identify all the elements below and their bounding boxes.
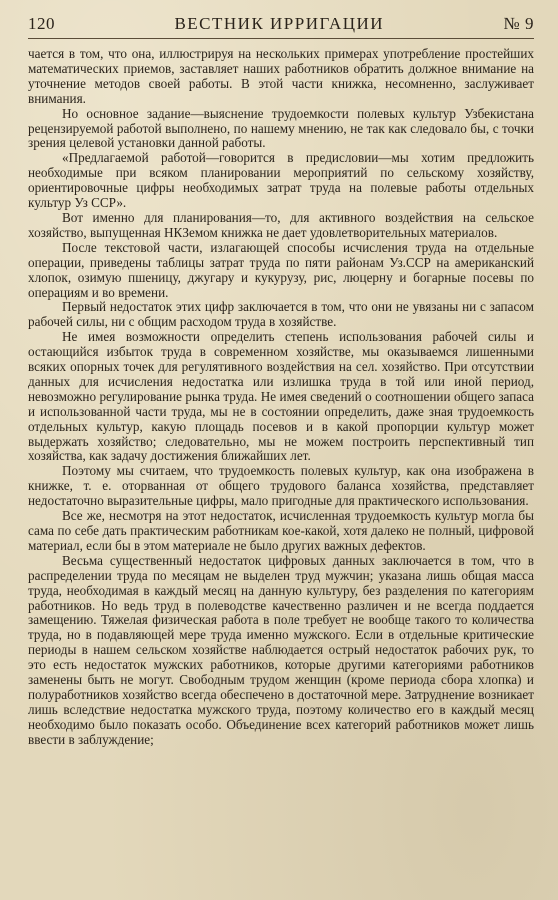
issue-number: № 9 — [503, 14, 534, 33]
paragraph: чается в том, что она, иллюстрируя на нескольких примерах употребление простейших математических приемов, заставляет наших работников обратить должное внимание на уточнение методов своей работы. В этой части книжка, несомненно, заслуживает внимания. — [28, 46, 534, 106]
paragraph: Поэтому мы считаем, что трудоемкость полевых культур, как она изображена в книжке, т. е. оторванная от общего трудового баланса хозяйства, представляет недостаточно выразительные цифры, мало пригодные для практического использования. — [28, 463, 534, 509]
paragraph: Все же, несмотря на этот недостаток, исчисленная трудоемкость культур могла бы сама по себе дать практическим работникам кое-какой, хотя далеко не полный, цифровой материал, если бы в этом материале не было других важных дефектов. — [28, 508, 534, 553]
article-body — [28, 47, 534, 748]
paragraph: После текстовой части, излагающей способы исчисления труда на отдельные операции, приведены таблицы затрат труда по пяти районам Уз.ССР на американский хлопок, озимую пшеницу, джугару и кукурузу, рис, люцерну и богарные посевы по операциям и во времени. — [28, 239, 534, 300]
paragraph: Весьма существенный недостаток цифровых данных заключается в том, что в распределении труда по месяцам не выделен труд мужчин; указана лишь общая масса труда, необходимая в каждый месяц на данную культуру, без разделения по категориям работников. Но ведь труд в полеводстве качественно различен и не всегда поддается замещению. Тяжелая физическая работа в поле требует не вообще такого то количества труда, но в подавляющей мере труда именно мужского. Если в отдельные критические периоды в нашем сельском хозяйстве наблюдается острый недостаток рабочих рук, то это есть недостаток мужских работников, которые другими категориями работников заменены быть не могут. Свободным трудом женщин (кроме периода сбора хлопка) и полуработников хозяйство всегда обеспечено в достаточной мере. Затруднение возникает лишь вследствие недостатка мужского труда, поэтому количество его в каждый месяц необходимо было показать особо. Объединение всех категорий работников может лишь ввести в заблуждение; — [28, 552, 534, 747]
paragraph: «Предлагаемой работой—говорится в предисловии—мы хотим предложить необходимые при всяком планировании мероприятий по сельскому хозяйству, ориентировочные цифры необходимых затрат труда на полевые работы отдельных культур Уз ССР». — [28, 150, 534, 211]
running-header — [28, 14, 534, 39]
paragraph: Первый недостаток этих цифр заключается в том, что они не увязаны ни с запасом рабочей силы, ни с общим расходом труда в хозяйстве. — [28, 299, 534, 330]
paragraph: Не имея возможности определить степень использования рабочей силы и остающийся избыток труда в современном хозяйстве, мы оказываемся лишенными всяких опорных точек для регулятивного воздействия на сел. хозяйство. При отсутствии данных для исчисления недостатка или излишка труда в той или иной период, невозможно регулирование рынка труда. Не имея сведений о соотношении общего запаса и использованной части труда, мы не в состоянии определить, даже зная трудоемкость отдельных культур, какую площадь посевов и в какой пропорции культур может выдержать хозяйство; следовательно, мы не можем построить перспективный тип хозяйства, как задачу достижения ближайших лет. — [28, 329, 534, 464]
paragraph: Вот именно для планирования—то, для активного воздействия на сельское хозяйство, выпущенная НКЗемом книжка не дает удовлетворительных материалов. — [28, 209, 534, 240]
journal-title: ВЕСТНИК ИРРИГАЦИИ — [174, 14, 385, 33]
page-number: 120 — [28, 14, 55, 33]
paragraph: Но основное задание—выяснение трудоемкости полевых культур Узбекистана рецензируемой работой выполнено, по нашему мнению, не так как следовало бы, с точки зрения целевой установки данной работы. — [28, 105, 534, 151]
